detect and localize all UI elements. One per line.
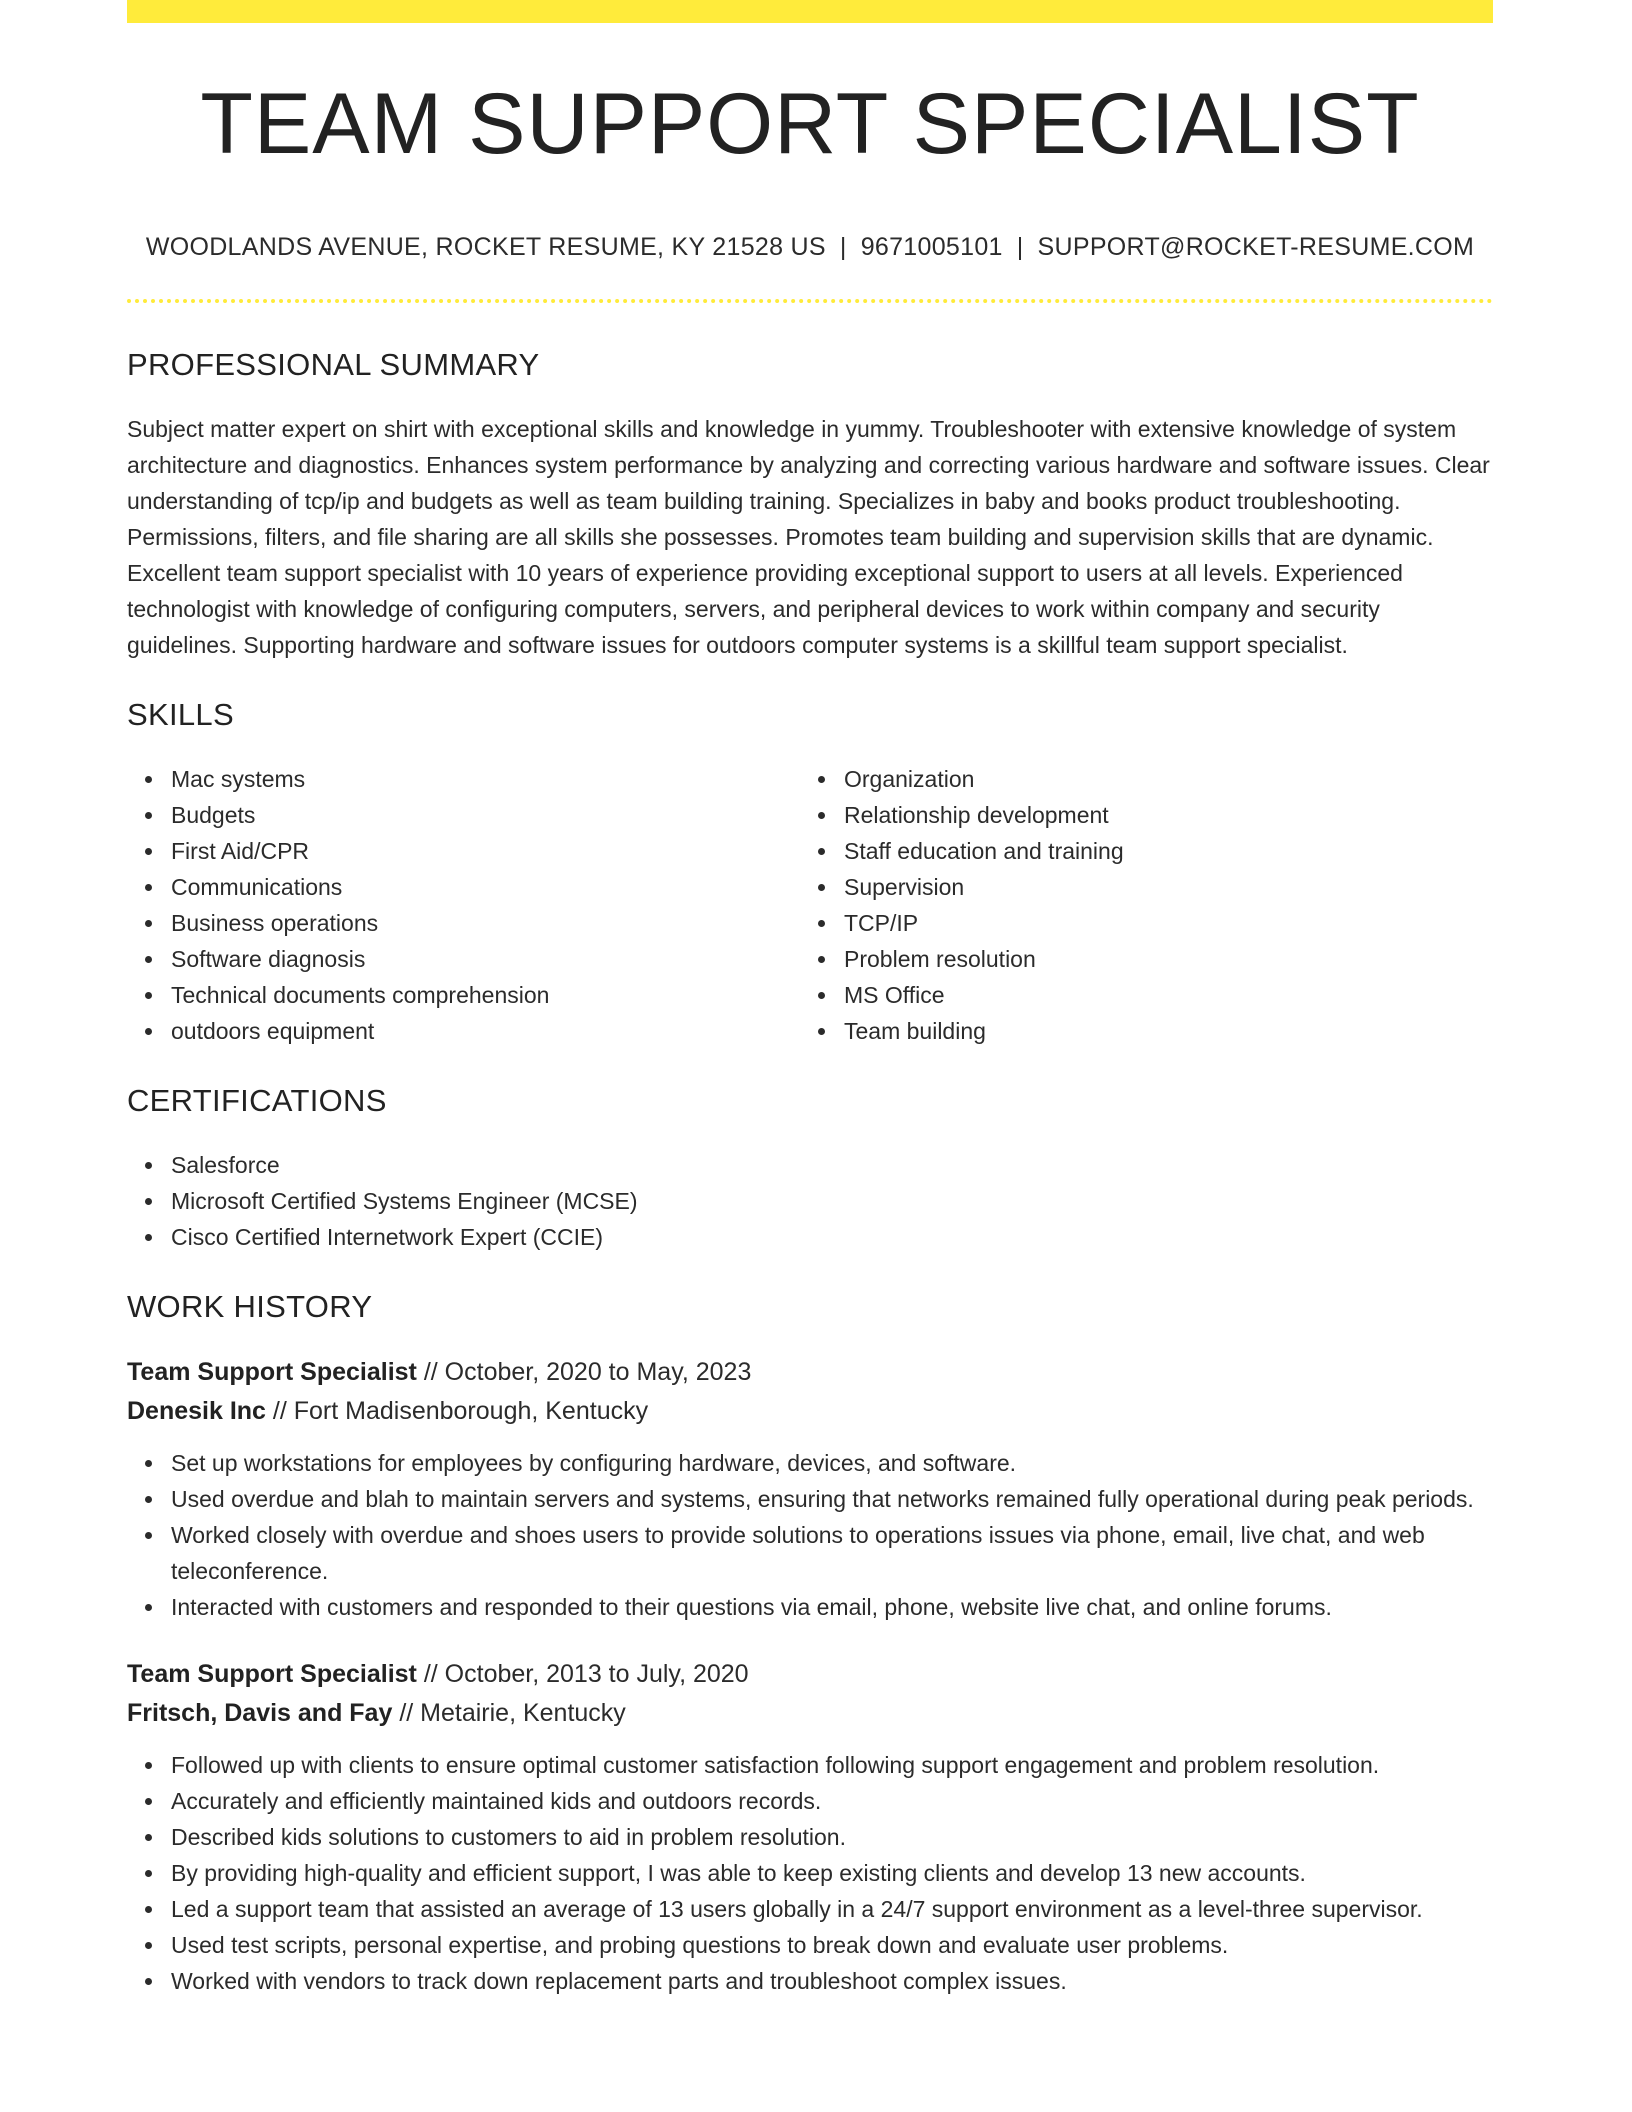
job-bullet: Described kids solutions to customers to aid in problem resolution.	[171, 1819, 1493, 1855]
skill-item: Team building	[844, 1013, 1473, 1049]
certifications-heading: CERTIFICATIONS	[127, 1083, 387, 1118]
summary-text: Subject matter expert on shirt with exceptional skills and knowledge in yummy. Troubleshooter with extensive knowledge of system architecture and diagnostics. Enhances system performance by analyzing and correcting various hardware and software issues. Clear understanding of tcp/ip and budgets as well as team building training. Specializes in baby and books product troubleshooting. Permissions, filters, and file sharing are all skills she possesses. Promotes team building and supervision skills that are dynamic. Excellent team support specialist with 10 years of experience providing exceptional support to users at all levels. Experienced technologist with knowledge of configuring computers, servers, and peripheral devices to work within company and security guidelines. Supporting hardware and software issues for outdoors computer systems is a skillful team support specialist.	[127, 416, 1490, 658]
job-bullets	[127, 1445, 1493, 1625]
job-company: Denesik Inc	[127, 1397, 266, 1425]
summary-heading: PROFESSIONAL SUMMARY	[127, 347, 540, 382]
skills-heading: SKILLS	[127, 697, 234, 732]
certification-item: Cisco Certified Internetwork Expert (CCIE)	[171, 1219, 1493, 1255]
skill-item: MS Office	[844, 977, 1473, 1013]
certifications-section	[127, 1083, 1493, 1255]
job-company-line	[127, 1392, 1493, 1431]
contact-phone: 9671005101	[860, 233, 1003, 261]
skills-grid	[127, 761, 1493, 1049]
job-bullet: Accurately and efficiently maintained kids and outdoors records.	[171, 1783, 1493, 1819]
job-dates: // October, 2013 to July, 2020	[416, 1660, 749, 1688]
job-bullet: Worked closely with overdue and shoes users to provide solutions to operations issues via phone, email, live chat, and web teleconference.	[171, 1517, 1493, 1589]
skills-section	[127, 697, 1493, 1049]
work-history-heading: WORK HISTORY	[127, 1289, 373, 1324]
skills-column-right	[800, 761, 1473, 1049]
contact-address: WOODLANDS AVENUE, ROCKET RESUME, KY 21528 US	[145, 233, 826, 261]
job-title-line	[127, 1353, 1493, 1392]
accent-bar	[127, 0, 1493, 23]
contact-email: SUPPORT@ROCKET-RESUME.COM	[1037, 233, 1475, 261]
job-bullet: Used test scripts, personal expertise, and probing questions to break down and evaluate user problems.	[171, 1927, 1493, 1963]
job-title: Team Support Specialist	[127, 1660, 417, 1688]
skill-item: Mac systems	[171, 761, 800, 797]
job-title: Team Support Specialist	[127, 1358, 417, 1386]
job-location: // Metairie, Kentucky	[392, 1699, 626, 1727]
skill-item: Supervision	[844, 869, 1473, 905]
skill-item: Business operations	[171, 905, 800, 941]
contact-separator: |	[1016, 233, 1024, 261]
resume-page	[127, 0, 1493, 1999]
job-company-line	[127, 1694, 1493, 1733]
skill-item: Organization	[844, 761, 1473, 797]
certification-item: Salesforce	[171, 1147, 1493, 1183]
skill-item: Budgets	[171, 797, 800, 833]
skill-item: Communications	[171, 869, 800, 905]
job-bullet: Interacted with customers and responded to their questions via email, phone, website live chat, and online forums.	[171, 1589, 1493, 1625]
certification-item: Microsoft Certified Systems Engineer (MCSE)	[171, 1183, 1493, 1219]
skill-item: TCP/IP	[844, 905, 1473, 941]
skills-column-left	[127, 761, 800, 1049]
job-bullet: Worked with vendors to track down replacement parts and troubleshoot complex issues.	[171, 1963, 1493, 1999]
job-bullet: Used overdue and blah to maintain servers and systems, ensuring that networks remained fully operational during peak periods.	[171, 1481, 1493, 1517]
job-bullet: By providing high-quality and efficient support, I was able to keep existing clients and develop 13 new accounts.	[171, 1855, 1493, 1891]
job-bullets	[127, 1747, 1493, 1999]
resume-name: TEAM SUPPORT SPECIALIST	[200, 76, 1420, 172]
skill-item: outdoors equipment	[171, 1013, 800, 1049]
contact-line	[127, 233, 1493, 262]
skill-item: Technical documents comprehension	[171, 977, 800, 1013]
dotted-divider	[127, 299, 1493, 303]
skill-item: Problem resolution	[844, 941, 1473, 977]
job-company: Fritsch, Davis and Fay	[127, 1699, 393, 1727]
job-location: // Fort Madisenborough, Kentucky	[265, 1397, 649, 1425]
job-entry	[127, 1353, 1493, 1625]
work-history-section	[127, 1289, 1493, 1999]
job-bullet: Followed up with clients to ensure optimal customer satisfaction following support engagement and problem resolution.	[171, 1747, 1493, 1783]
job-bullet: Led a support team that assisted an average of 13 users globally in a 24/7 support environment as a level-three supervisor.	[171, 1891, 1493, 1927]
contact-separator: |	[839, 233, 847, 261]
summary-section	[127, 347, 1493, 663]
job-dates: // October, 2020 to May, 2023	[416, 1358, 752, 1386]
certifications-list	[127, 1147, 1493, 1255]
skill-item: First Aid/CPR	[171, 833, 800, 869]
job-bullet: Set up workstations for employees by configuring hardware, devices, and software.	[171, 1445, 1493, 1481]
skill-item: Software diagnosis	[171, 941, 800, 977]
skill-item: Staff education and training	[844, 833, 1473, 869]
job-title-line	[127, 1655, 1493, 1694]
skill-item: Relationship development	[844, 797, 1473, 833]
job-entry	[127, 1655, 1493, 1999]
